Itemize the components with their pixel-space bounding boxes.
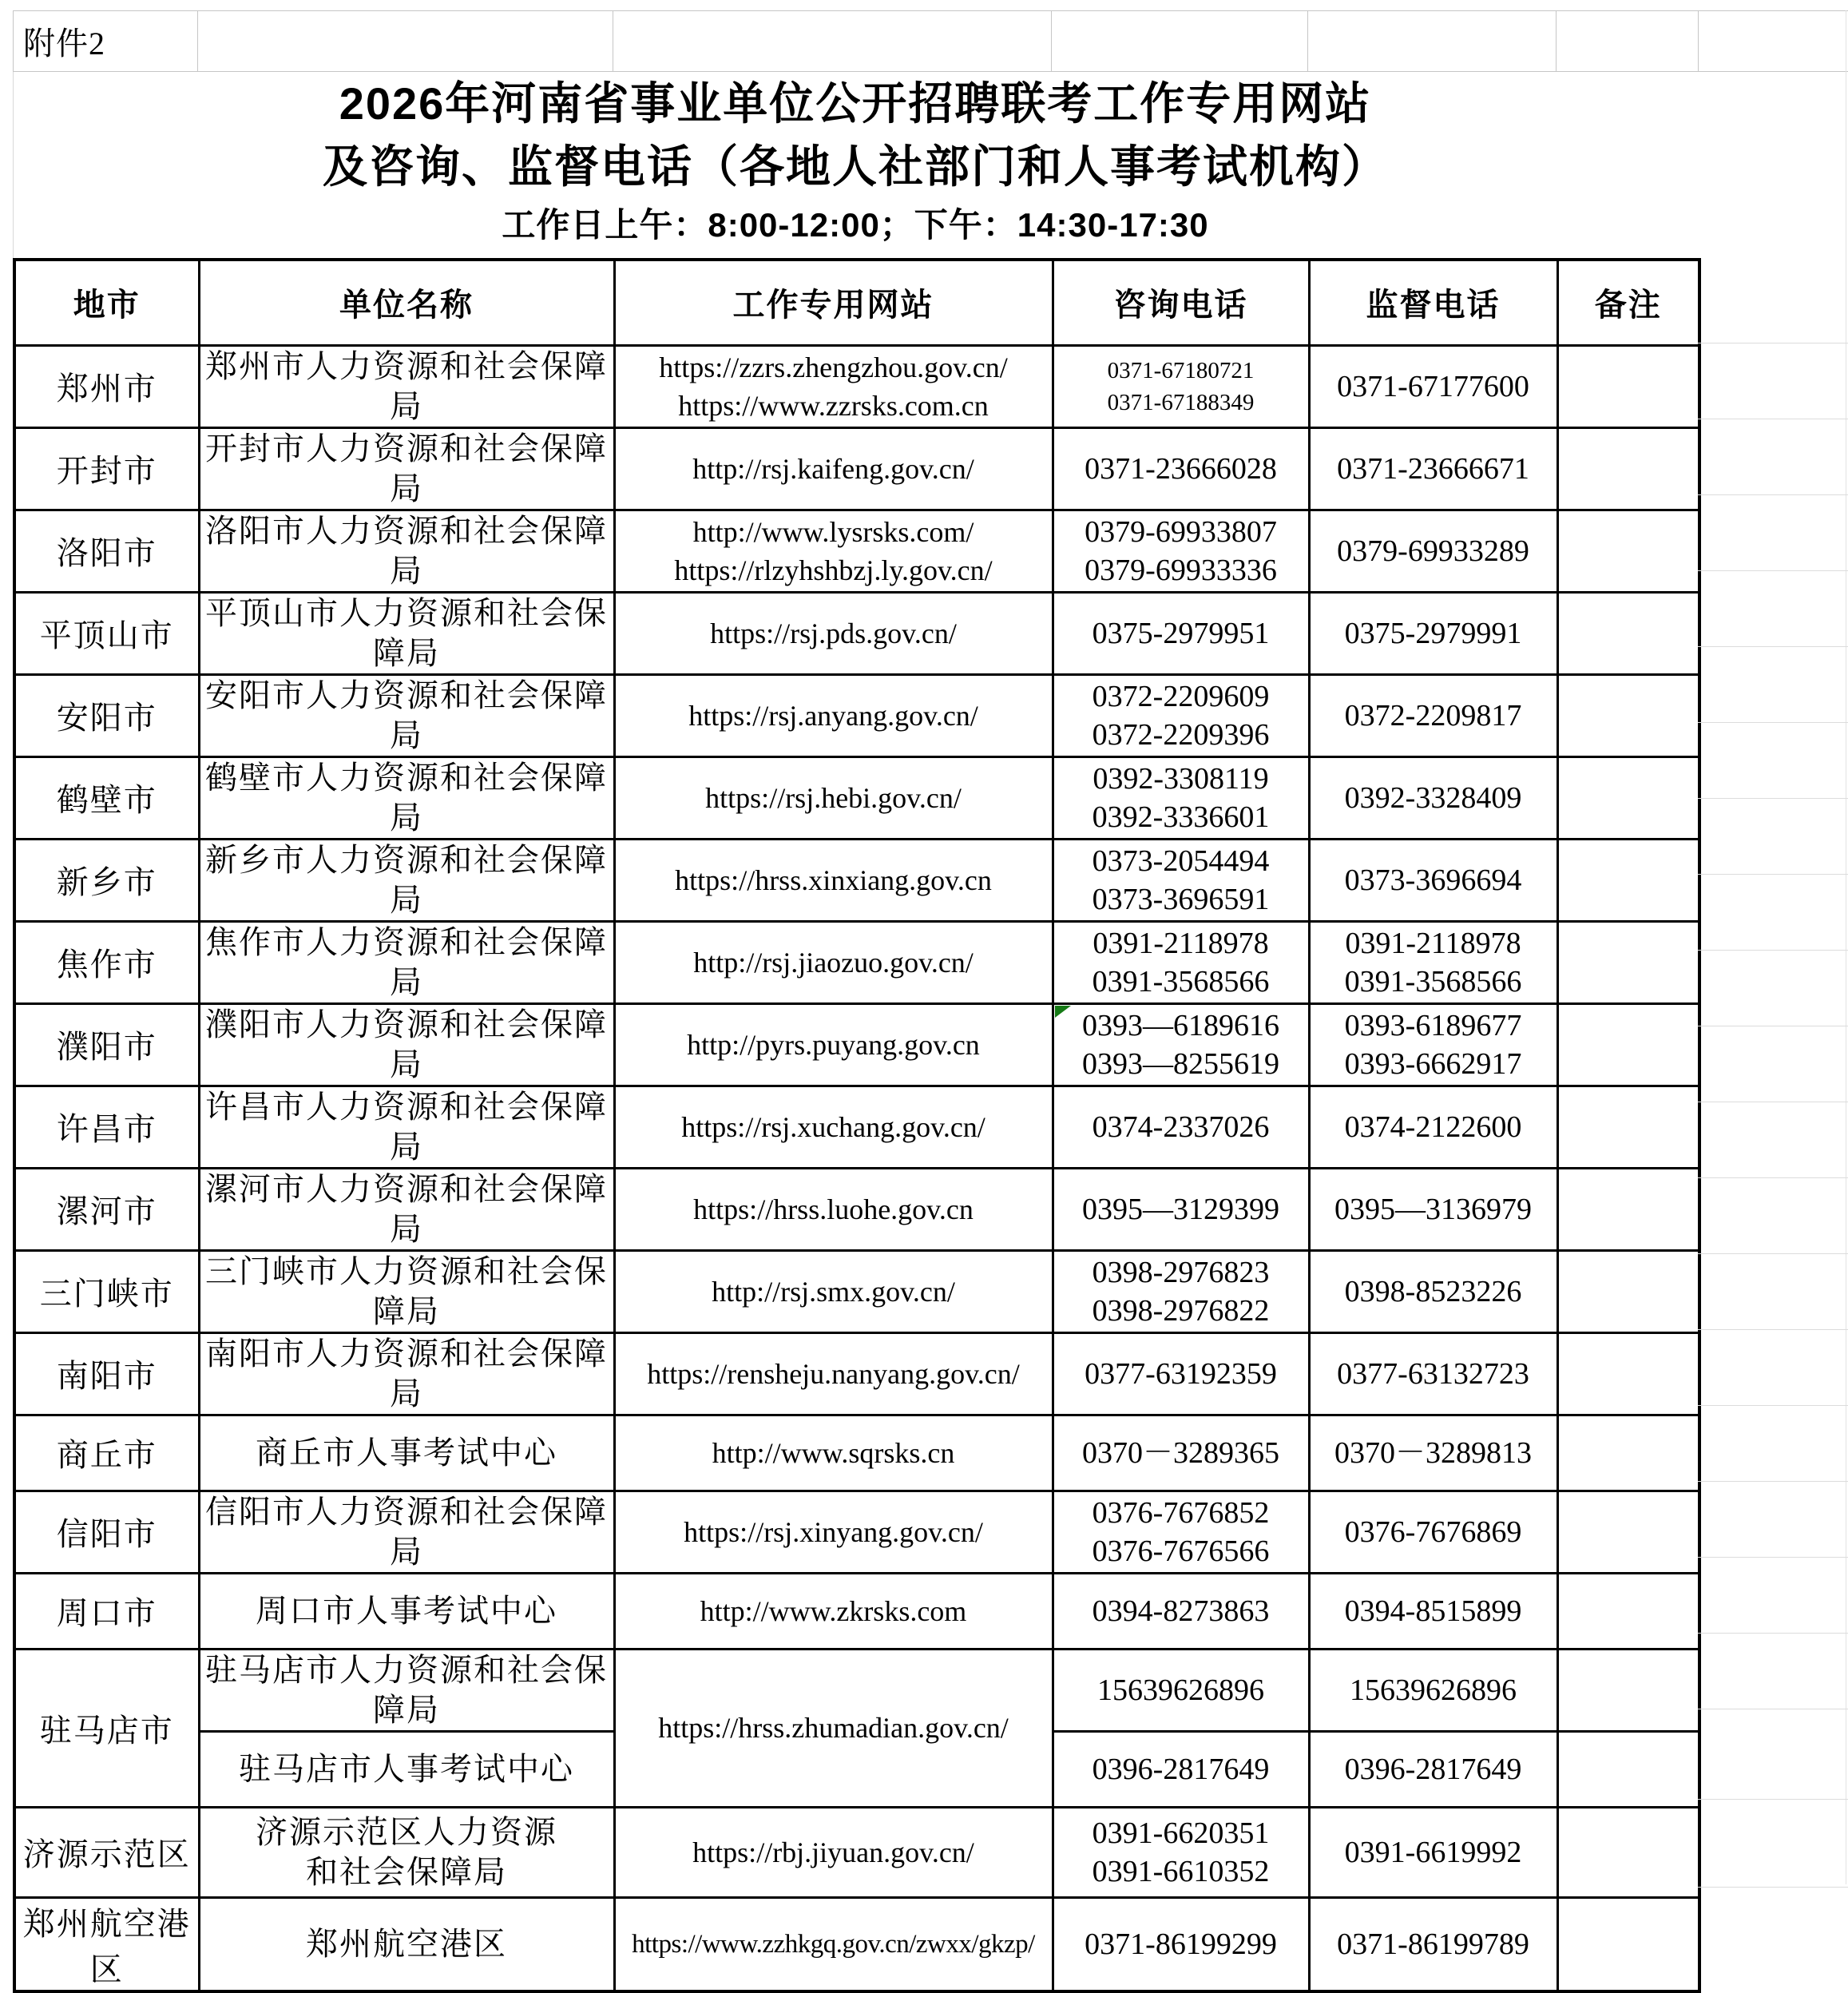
cell-remark — [1557, 674, 1699, 756]
cell-city: 周口市 — [14, 1573, 199, 1649]
attachment-label: 附件2 — [23, 26, 105, 62]
empty-grid-cell — [613, 11, 1052, 71]
cell-remark — [1557, 921, 1699, 1003]
cell-supervise-phone: 0391-6619992 — [1309, 1807, 1557, 1897]
cell-consult-phone: 0372-2209609 0372-2209396 — [1053, 674, 1309, 756]
table-row — [14, 592, 1699, 674]
cell-remark — [1557, 1807, 1699, 1897]
ghost-grid-cell — [1698, 1406, 1848, 1482]
table-row — [14, 1897, 1699, 1991]
cell-remark — [1557, 1332, 1699, 1415]
cell-remark — [1557, 1731, 1699, 1807]
cell-remark — [1557, 1168, 1699, 1250]
table-row — [14, 756, 1699, 839]
cell-supervise-phone: 0370－3289813 — [1309, 1415, 1557, 1491]
table-row — [14, 1573, 1699, 1649]
ghost-grid-cell — [1698, 1102, 1848, 1178]
cell-city: 许昌市 — [14, 1086, 199, 1168]
col-header-city: 地市 — [14, 260, 199, 345]
header-row — [14, 260, 1699, 345]
empty-grid-cell — [1052, 11, 1308, 71]
cell-remark — [1557, 1415, 1699, 1491]
cell-supervise-phone: 0371-23666671 — [1309, 427, 1557, 510]
ghost-grid-cell — [1698, 258, 1848, 343]
cell-website: https://rbj.jiyuan.gov.cn/ — [614, 1807, 1053, 1897]
cell-supervise-phone: 0371-67177600 — [1309, 345, 1557, 427]
cell-unit: 济源示范区人力资源 和社会保障局 — [199, 1807, 614, 1897]
cell-consult-phone: 15639626896 — [1053, 1649, 1309, 1731]
cell-unit: 信阳市人力资源和社会保障局 — [199, 1491, 614, 1573]
table-row — [14, 1807, 1699, 1897]
cell-website: https://hrss.luohe.gov.cn — [614, 1168, 1053, 1250]
cell-remark — [1557, 1086, 1699, 1168]
cell-supervise-phone: 0392-3328409 — [1309, 756, 1557, 839]
cell-city: 郑州市 — [14, 345, 199, 427]
cell-website: http://www.lysrsks.com/ https://rlzyhshbzj.ly.gov.cn/ — [614, 510, 1053, 592]
cell-unit: 许昌市人力资源和社会保障局 — [199, 1086, 614, 1168]
table-row — [14, 1250, 1699, 1332]
cell-remark — [1557, 1897, 1699, 1991]
cell-unit: 驻马店市人力资源和社会保障局 — [199, 1649, 614, 1731]
cell-remark — [1557, 756, 1699, 839]
cell-unit: 开封市人力资源和社会保障局 — [199, 427, 614, 510]
cell-website: http://rsj.smx.gov.cn/ — [614, 1250, 1053, 1332]
cell-remark — [1557, 1250, 1699, 1332]
cell-website: https://rsj.anyang.gov.cn/ — [614, 674, 1053, 756]
cell-unit: 郑州航空港区 — [199, 1897, 614, 1991]
cell-website: https://hrss.zhumadian.gov.cn/ — [614, 1649, 1053, 1807]
cell-consult-phone: 0374-2337026 — [1053, 1086, 1309, 1168]
cell-unit: 郑州市人力资源和社会保障局 — [199, 345, 614, 427]
cell-city: 洛阳市 — [14, 510, 199, 592]
cell-remark — [1557, 1573, 1699, 1649]
cell-remark — [1557, 1649, 1699, 1731]
cell-consult-phone: 0371-23666028 — [1053, 427, 1309, 510]
ghost-grid-cell — [1698, 571, 1848, 647]
cell-website: https://zzrs.zhengzhou.gov.cn/ https://www.zzrsks.com.cn — [614, 345, 1053, 427]
cell-city: 南阳市 — [14, 1332, 199, 1415]
table-row — [14, 1332, 1699, 1415]
table-row — [14, 427, 1699, 510]
cell-website: https://rsj.xinyang.gov.cn/ — [614, 1491, 1053, 1573]
cell-city: 鹤壁市 — [14, 756, 199, 839]
ghost-grid-cell — [1698, 343, 1848, 419]
cell-consult-phone: 0391-6620351 0391-6610352 — [1053, 1807, 1309, 1897]
cell-unit: 平顶山市人力资源和社会保障局 — [199, 592, 614, 674]
table-row — [14, 1086, 1699, 1168]
cell-consult-phone: 0375-2979951 — [1053, 592, 1309, 674]
cell-consult-phone: 0392-3308119 0392-3336601 — [1053, 756, 1309, 839]
empty-grid-cell — [1699, 11, 1848, 71]
ghost-grid-cell — [1698, 495, 1848, 571]
ghost-grid-cell — [1698, 875, 1848, 951]
cell-supervise-phone: 0396-2817649 — [1309, 1731, 1557, 1807]
cell-consult-phone: 0396-2817649 — [1053, 1731, 1309, 1807]
empty-grid-cell — [198, 11, 613, 71]
cell-consult-phone: 0394-8273863 — [1053, 1573, 1309, 1649]
cell-supervise-phone: 0373-3696694 — [1309, 839, 1557, 921]
ghost-grid-cell — [1698, 419, 1848, 495]
ghost-grid-cell — [1698, 723, 1848, 799]
cell-unit: 南阳市人力资源和社会保障局 — [199, 1332, 614, 1415]
table-row — [14, 1491, 1699, 1573]
comment-marker-icon — [1055, 1006, 1071, 1018]
cell-supervise-phone: 0395—3136979 — [1309, 1168, 1557, 1250]
cell-consult-phone: 0371-86199299 — [1053, 1897, 1309, 1991]
cell-supervise-phone: 0398-8523226 — [1309, 1250, 1557, 1332]
ghost-gridline-column — [1698, 258, 1848, 1888]
ghost-grid-cell — [1698, 1026, 1848, 1102]
cell-website: http://pyrs.puyang.gov.cn — [614, 1003, 1053, 1086]
cell-consult-phone: 0377-63192359 — [1053, 1332, 1309, 1415]
cell-supervise-phone: 0393-6189677 0393-6662917 — [1309, 1003, 1557, 1086]
cell-website: https://rsj.pds.gov.cn/ — [614, 592, 1053, 674]
cell-unit: 濮阳市人力资源和社会保障局 — [199, 1003, 614, 1086]
col-header-supervise-phone: 监督电话 — [1309, 260, 1557, 345]
cell-city: 平顶山市 — [14, 592, 199, 674]
cell-city: 安阳市 — [14, 674, 199, 756]
table-row — [14, 1003, 1699, 1086]
cell-website: http://rsj.jiaozuo.gov.cn/ — [614, 921, 1053, 1003]
table-row — [14, 1415, 1699, 1491]
cell-city: 信阳市 — [14, 1491, 199, 1573]
office-hours: 工作日上午：8:00-12:00；下午：14:30-17:30 — [502, 206, 1209, 244]
col-header-unit: 单位名称 — [199, 260, 614, 345]
empty-grid-cell — [1557, 11, 1699, 71]
cell-consult-phone: 0373-2054494 0373-3696591 — [1053, 839, 1309, 921]
cell-website: http://www.sqrsks.cn — [614, 1415, 1053, 1491]
ghost-grid-cell — [1698, 1178, 1848, 1254]
cell-website: http://www.zkrsks.com — [614, 1573, 1053, 1649]
cell-city: 驻马店市 — [14, 1649, 199, 1807]
cell-consult-phone: 0393—6189616 0393—8255619 — [1053, 1003, 1309, 1086]
cell-consult-phone: 0391-2118978 0391-3568566 — [1053, 921, 1309, 1003]
ghost-grid-cell — [1698, 1709, 1848, 1800]
cell-supervise-phone: 0379-69933289 — [1309, 510, 1557, 592]
ghost-grid-cell — [1698, 1330, 1848, 1406]
ghost-grid-cell — [1698, 1482, 1848, 1558]
col-header-consult-phone: 咨询电话 — [1053, 260, 1309, 345]
cell-supervise-phone: 0394-8515899 — [1309, 1573, 1557, 1649]
cell-city: 新乡市 — [14, 839, 199, 921]
cell-consult-phone: 0395—3129399 — [1053, 1168, 1309, 1250]
cell-supervise-phone: 0372-2209817 — [1309, 674, 1557, 756]
cell-city: 漯河市 — [14, 1168, 199, 1250]
attachment-cell — [14, 11, 198, 71]
col-header-website: 工作专用网站 — [614, 260, 1053, 345]
cell-consult-phone: 0371-67180721 0371-67188349 — [1053, 345, 1309, 427]
cell-unit: 洛阳市人力资源和社会保障局 — [199, 510, 614, 592]
cell-city: 郑州航空港区 — [14, 1897, 199, 1991]
cell-remark — [1557, 345, 1699, 427]
main-table-body — [14, 345, 1699, 1991]
table-row — [14, 921, 1699, 1003]
table-row — [14, 510, 1699, 592]
cell-supervise-phone: 0371-86199789 — [1309, 1897, 1557, 1991]
ghost-grid-cell — [1698, 1634, 1848, 1709]
cell-unit: 新乡市人力资源和社会保障局 — [199, 839, 614, 921]
cell-website: https://www.zzhkgq.gov.cn/zwxx/gkzp/ — [614, 1897, 1053, 1991]
cell-consult-phone: 0398-2976823 0398-2976822 — [1053, 1250, 1309, 1332]
cell-supervise-phone: 0377-63132723 — [1309, 1332, 1557, 1415]
page-title-line1: 2026年河南省事业单位公开招聘联考工作专用网站 — [339, 78, 1372, 129]
cell-remark — [1557, 839, 1699, 921]
table-row — [14, 1649, 1699, 1731]
cell-supervise-phone: 15639626896 — [1309, 1649, 1557, 1731]
cell-website: https://rensheju.nanyang.gov.cn/ — [614, 1332, 1053, 1415]
cell-city: 焦作市 — [14, 921, 199, 1003]
spreadsheet-top-row — [13, 10, 1848, 72]
cell-city: 商丘市 — [14, 1415, 199, 1491]
col-header-remark: 备注 — [1557, 260, 1699, 345]
page-title-line2: 及咨询、监督电话（各地人社部门和人事考试机构） — [323, 141, 1388, 192]
cell-city: 三门峡市 — [14, 1250, 199, 1332]
table-row — [14, 674, 1699, 756]
cell-website: http://rsj.kaifeng.gov.cn/ — [614, 427, 1053, 510]
title-block — [13, 72, 1698, 258]
ghost-grid-cell — [1698, 799, 1848, 875]
ghost-grid-cell — [1698, 1800, 1848, 1888]
ghost-grid-cell — [1698, 951, 1848, 1026]
cell-remark — [1557, 592, 1699, 674]
cell-unit: 安阳市人力资源和社会保障局 — [199, 674, 614, 756]
cell-website: https://rsj.xuchang.gov.cn/ — [614, 1086, 1053, 1168]
table-row — [14, 839, 1699, 921]
cell-unit: 商丘市人事考试中心 — [199, 1415, 614, 1491]
cell-unit: 驻马店市人事考试中心 — [199, 1731, 614, 1807]
ghost-grid-cell — [1698, 1254, 1848, 1330]
cell-consult-phone: 0379-69933807 0379-69933336 — [1053, 510, 1309, 592]
cell-unit: 三门峡市人力资源和社会保障局 — [199, 1250, 614, 1332]
table-row — [14, 345, 1699, 427]
cell-supervise-phone: 0376-7676869 — [1309, 1491, 1557, 1573]
table-row — [14, 1168, 1699, 1250]
ghost-grid-cell — [1698, 1558, 1848, 1634]
empty-grid-cell — [1308, 11, 1557, 71]
main-table — [13, 258, 1701, 1993]
cell-remark — [1557, 427, 1699, 510]
cell-supervise-phone: 0391-2118978 0391-3568566 — [1309, 921, 1557, 1003]
cell-city: 开封市 — [14, 427, 199, 510]
cell-unit: 焦作市人力资源和社会保障局 — [199, 921, 614, 1003]
ghost-grid-cell — [1698, 647, 1848, 723]
cell-unit: 鹤壁市人力资源和社会保障局 — [199, 756, 614, 839]
cell-website: https://hrss.xinxiang.gov.cn — [614, 839, 1053, 921]
cell-supervise-phone: 0374-2122600 — [1309, 1086, 1557, 1168]
cell-supervise-phone: 0375-2979991 — [1309, 592, 1557, 674]
cell-consult-phone: 0376-7676852 0376-7676566 — [1053, 1491, 1309, 1573]
cell-website: https://rsj.hebi.gov.cn/ — [614, 756, 1053, 839]
cell-consult-phone: 0370－3289365 — [1053, 1415, 1309, 1491]
cell-remark — [1557, 1003, 1699, 1086]
cell-remark — [1557, 1491, 1699, 1573]
cell-city: 濮阳市 — [14, 1003, 199, 1086]
cell-city: 济源示范区 — [14, 1807, 199, 1897]
cell-remark — [1557, 510, 1699, 592]
cell-unit: 周口市人事考试中心 — [199, 1573, 614, 1649]
cell-unit: 漯河市人力资源和社会保障局 — [199, 1168, 614, 1250]
